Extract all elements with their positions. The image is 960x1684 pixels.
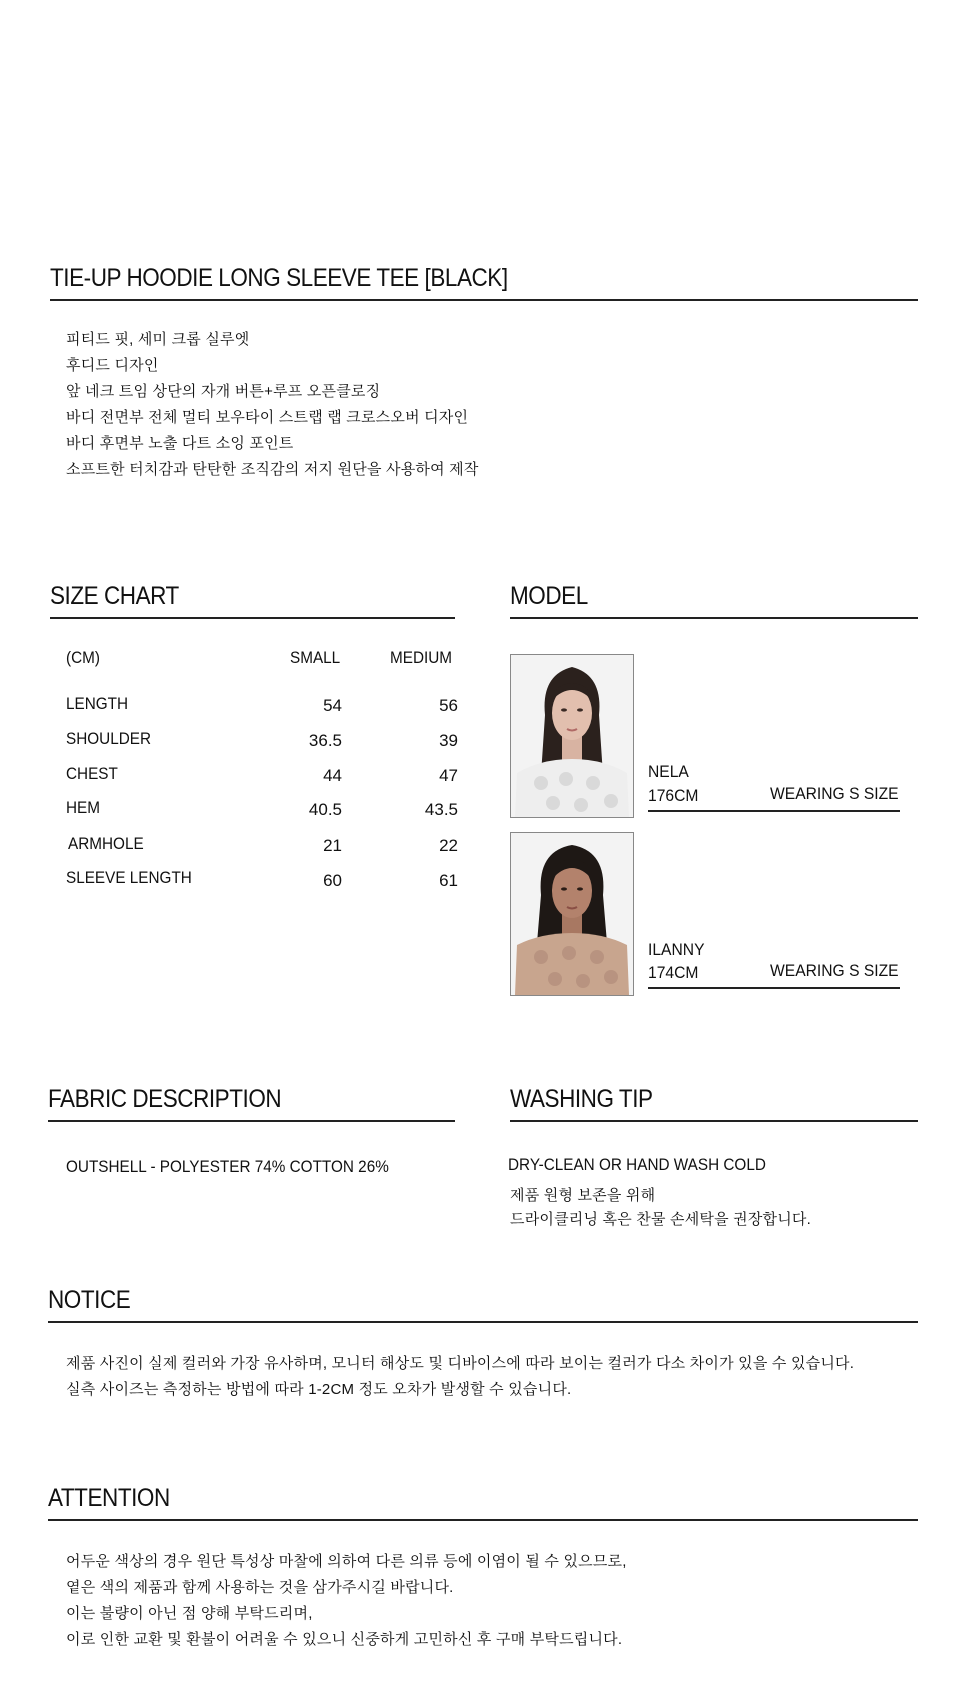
size-small-value: 40.5 <box>308 800 342 819</box>
model-height: 174CM <box>648 963 699 982</box>
attention-heading: ATTENTION <box>48 1484 170 1512</box>
model-height: 176CM <box>648 786 699 805</box>
size-row-label: LENGTH <box>66 694 129 713</box>
size-chart-divider <box>50 617 455 619</box>
size-chart-heading: SIZE CHART <box>50 582 179 610</box>
attention-text: 이로 인한 교환 및 환불이 어려울 수 있으니 신중하게 고민하신 후 구매 부탁드립니다. <box>66 1631 623 1648</box>
washing-heading: WASHING TIP <box>510 1085 653 1113</box>
notice-heading: NOTICE <box>48 1286 131 1314</box>
size-row-label: ARMHOLE <box>68 834 144 853</box>
feature-item: 소프트한 터치감과 탄탄한 조직감의 저지 원단을 사용하여 제작 <box>66 461 479 478</box>
size-small-value: 21 <box>323 836 342 855</box>
model-divider <box>510 617 918 619</box>
feature-list <box>66 328 479 484</box>
washing-text: DRY-CLEAN OR HAND WASH COLD <box>508 1155 766 1174</box>
size-small-value: 44 <box>323 766 342 785</box>
size-medium-value: 39 <box>439 731 458 750</box>
attention-text: 이는 불량이 아닌 점 양해 부탁드리며, <box>66 1605 313 1622</box>
feature-item: 앞 네크 트임 상단의 자개 버튼+루프 오픈클로징 <box>66 383 381 400</box>
washing-divider <box>510 1120 918 1122</box>
model-heading: MODEL <box>510 582 588 610</box>
size-unit-label: (CM) <box>66 648 100 667</box>
size-row-label: CHEST <box>66 764 118 783</box>
product-title: TIE-UP HOODIE LONG SLEEVE TEE [BLACK] <box>50 264 508 292</box>
model-portrait-image <box>511 833 633 995</box>
size-row-label: SLEEVE LENGTH <box>66 868 192 887</box>
size-small-value: 36.5 <box>308 731 342 750</box>
model-name: NELA <box>648 762 689 781</box>
feature-item: 후디드 디자인 <box>66 357 159 374</box>
size-medium-value: 22 <box>439 836 458 855</box>
size-medium-value: 56 <box>439 696 458 715</box>
model-wearing: WEARING S SIZE <box>770 961 899 980</box>
size-col-medium: MEDIUM <box>390 648 453 667</box>
notice-divider <box>48 1321 918 1323</box>
model-portrait-image <box>511 655 633 817</box>
model-wearing: WEARING S SIZE <box>770 784 899 803</box>
notice-text: 제품 사진이 실제 컬러와 가장 유사하며, 모니터 해상도 및 디바이스에 따라 보이는 컬러가 다소 차이가 있을 수 있습니다. <box>66 1355 855 1372</box>
attention-text: 어두운 색상의 경우 원단 특성상 마찰에 의하여 다른 의류 등에 이염이 될 수 있으므로, <box>66 1553 627 1570</box>
size-small-value: 60 <box>323 871 342 890</box>
model-name: ILANNY <box>648 940 705 959</box>
model-divider <box>648 810 900 812</box>
model-photo <box>510 654 634 818</box>
size-col-small: SMALL <box>290 648 341 667</box>
notice-text: 실측 사이즈는 측정하는 방법에 따라 1-2CM 정도 오차가 발생할 수 있습니다. <box>66 1381 572 1398</box>
attention-divider <box>48 1519 918 1521</box>
fabric-text: OUTSHELL - POLYESTER 74% COTTON 26% <box>66 1157 389 1176</box>
feature-item: 바디 후면부 노출 다트 소잉 포인트 <box>66 435 294 452</box>
washing-text: 드라이클리닝 혹은 찬물 손세탁을 권장합니다. <box>510 1211 811 1228</box>
model-divider <box>648 987 900 989</box>
size-medium-value: 47 <box>439 766 458 785</box>
size-medium-value: 43.5 <box>424 800 458 819</box>
fabric-divider <box>48 1120 455 1122</box>
attention-text: 옅은 색의 제품과 함께 사용하는 것을 삼가주시길 바랍니다. <box>66 1579 454 1596</box>
size-row-label: HEM <box>66 798 101 817</box>
size-row-label: SHOULDER <box>66 729 152 748</box>
size-small-value: 54 <box>323 696 342 715</box>
size-medium-value: 61 <box>439 871 458 890</box>
title-divider <box>50 299 918 301</box>
model-photo <box>510 832 634 996</box>
fabric-heading: FABRIC DESCRIPTION <box>48 1085 282 1113</box>
feature-item: 피티드 핏, 세미 크롭 실루엣 <box>66 331 250 348</box>
washing-text: 제품 원형 보존을 위해 <box>510 1187 656 1204</box>
feature-item: 바디 전면부 전체 멀티 보우타이 스트랩 랩 크로스오버 디자인 <box>66 409 469 426</box>
